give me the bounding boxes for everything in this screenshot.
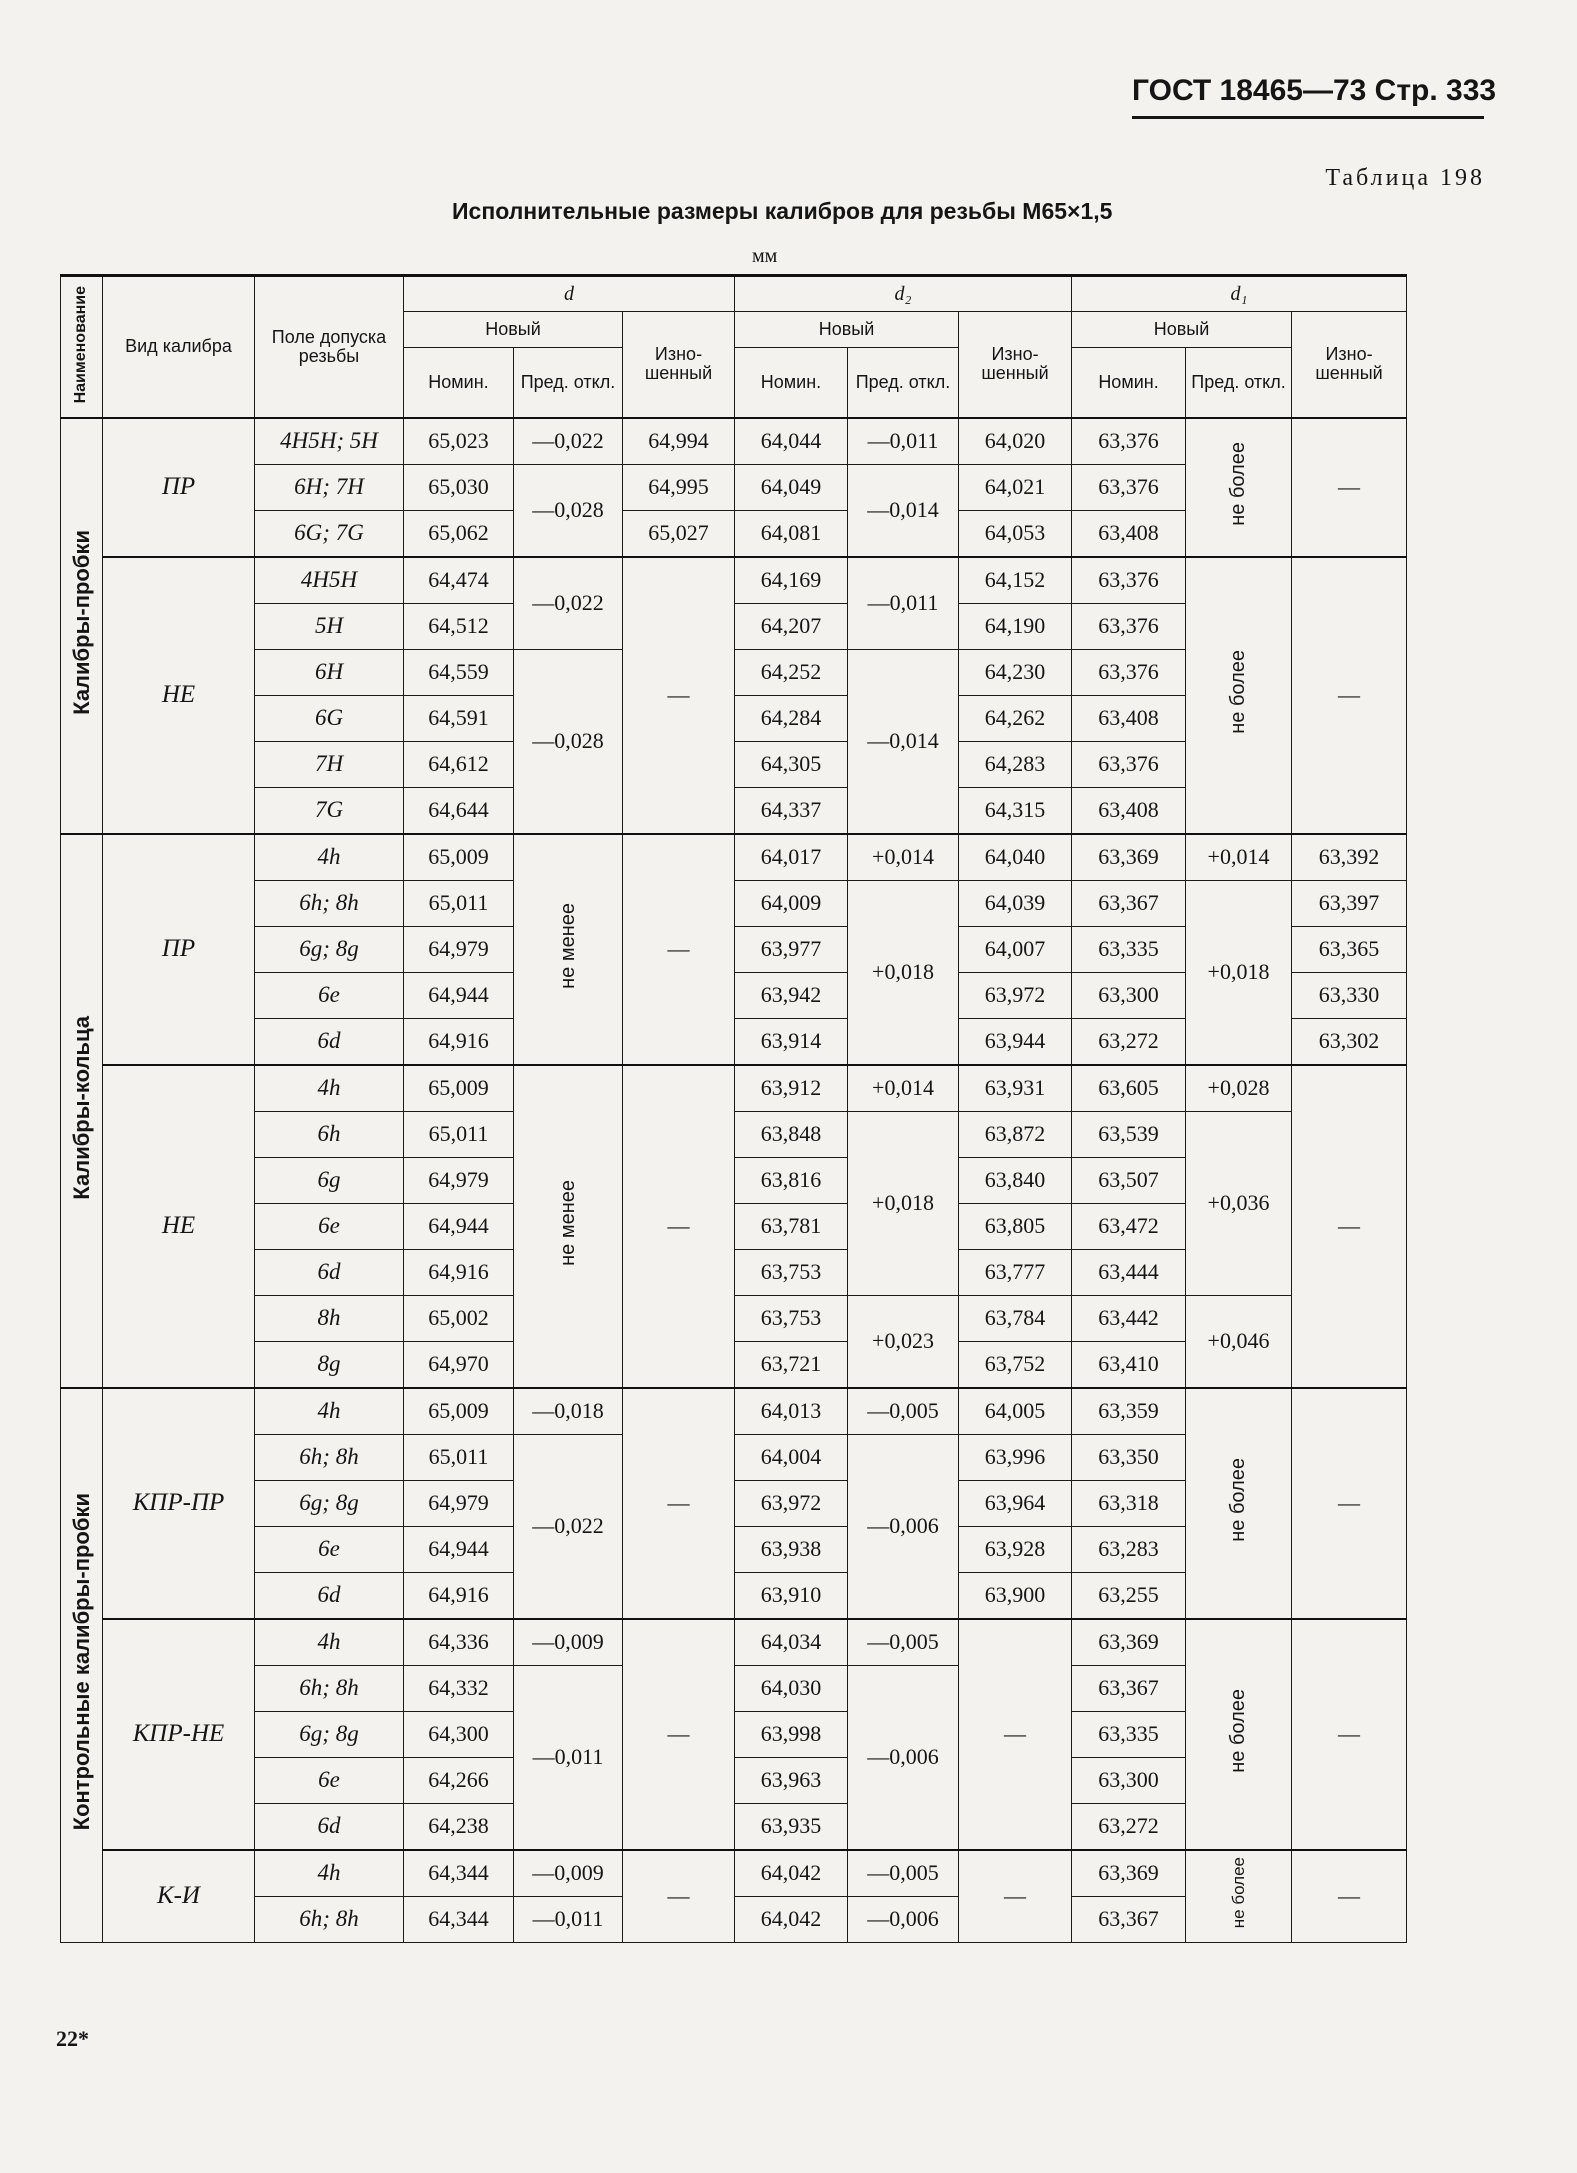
gost-reference: ГОСТ 18465—73 Стр. 333 xyxy=(1132,74,1484,119)
d1-worn: — xyxy=(1292,1850,1407,1943)
d2-nominal: 63,753 xyxy=(735,1295,848,1341)
d1-worn: 63,392 xyxy=(1292,834,1407,881)
d2-nominal: 64,030 xyxy=(735,1665,848,1711)
tolerance-field: 6h; 8h xyxy=(255,1665,404,1711)
d-worn: — xyxy=(623,1388,735,1619)
tolerance-field: 4h xyxy=(255,1388,404,1435)
d-nominal: 64,474 xyxy=(404,557,514,604)
d2-worn: 63,805 xyxy=(959,1203,1072,1249)
d2-worn: 63,931 xyxy=(959,1065,1072,1112)
gauge-type-label: КПР-НЕ xyxy=(103,1619,255,1850)
d1-deviation-note: не более xyxy=(1186,1850,1292,1943)
d-nominal: 64,238 xyxy=(404,1803,514,1850)
d-deviation: —0,028 xyxy=(514,464,623,557)
d1-nominal: 63,472 xyxy=(1072,1203,1186,1249)
d-nominal: 65,009 xyxy=(404,1065,514,1112)
d2-nominal: 64,252 xyxy=(735,649,848,695)
d2-worn: 64,283 xyxy=(959,741,1072,787)
d2-nominal: 64,049 xyxy=(735,464,848,510)
table-number: Таблица 198 xyxy=(1325,165,1485,191)
d1-deviation-note: не более xyxy=(1186,557,1292,834)
d-nominal: 64,266 xyxy=(404,1757,514,1803)
tolerance-field: 6e xyxy=(255,972,404,1018)
header-d1-nominal: Номин. xyxy=(1072,348,1186,418)
d1-nominal: 63,507 xyxy=(1072,1157,1186,1203)
d1-deviation: +0,018 xyxy=(1186,880,1292,1065)
d-deviation: —0,009 xyxy=(514,1850,623,1897)
d2-nominal: 63,935 xyxy=(735,1803,848,1850)
tolerance-field: 4H5H xyxy=(255,557,404,604)
d2-nominal: 63,963 xyxy=(735,1757,848,1803)
d1-nominal: 63,272 xyxy=(1072,1803,1186,1850)
d1-nominal: 63,369 xyxy=(1072,1619,1186,1666)
tolerance-field: 6g; 8g xyxy=(255,1480,404,1526)
d2-nominal: 64,081 xyxy=(735,510,848,557)
d2-nominal: 64,009 xyxy=(735,880,848,926)
d-nominal: 64,612 xyxy=(404,741,514,787)
d2-worn: 64,262 xyxy=(959,695,1072,741)
d1-worn: — xyxy=(1292,557,1407,834)
d2-nominal: 63,910 xyxy=(735,1572,848,1619)
d2-worn: 64,190 xyxy=(959,603,1072,649)
d1-nominal: 63,300 xyxy=(1072,1757,1186,1803)
d-nominal: 65,011 xyxy=(404,880,514,926)
d2-nominal: 63,721 xyxy=(735,1341,848,1388)
d2-worn: 64,315 xyxy=(959,787,1072,834)
tolerance-field: 7G xyxy=(255,787,404,834)
d2-worn: 64,230 xyxy=(959,649,1072,695)
gauge-type-label: НЕ xyxy=(103,1065,255,1388)
d-worn: — xyxy=(623,834,735,1065)
d2-nominal: 64,042 xyxy=(735,1850,848,1897)
d1-nominal: 63,408 xyxy=(1072,695,1186,741)
d2-nominal: 64,017 xyxy=(735,834,848,881)
d2-worn: 63,900 xyxy=(959,1572,1072,1619)
d-nominal: 64,644 xyxy=(404,787,514,834)
d-nominal: 64,979 xyxy=(404,1157,514,1203)
d2-worn: 64,039 xyxy=(959,880,1072,926)
tolerance-field: 6d xyxy=(255,1018,404,1065)
d-nominal: 64,559 xyxy=(404,649,514,695)
gauge-type-label: ПР xyxy=(103,834,255,1065)
d2-nominal: 63,912 xyxy=(735,1065,848,1112)
gauge-type-label: ПР xyxy=(103,418,255,557)
tolerance-field: 8h xyxy=(255,1295,404,1341)
d1-deviation: +0,036 xyxy=(1186,1111,1292,1295)
d2-nominal: 64,034 xyxy=(735,1619,848,1666)
d2-worn: 63,928 xyxy=(959,1526,1072,1572)
d2-deviation: —0,014 xyxy=(848,649,959,834)
tolerance-field: 6H xyxy=(255,649,404,695)
d-nominal: 65,011 xyxy=(404,1434,514,1480)
d1-nominal: 63,539 xyxy=(1072,1111,1186,1157)
category-control-plug-gauges: Контрольные калибры-пробки xyxy=(61,1388,103,1943)
d2-nominal: 63,998 xyxy=(735,1711,848,1757)
d-nominal: 65,030 xyxy=(404,464,514,510)
header-d2-deviation: Пред. откл. xyxy=(848,348,959,418)
d-nominal: 65,002 xyxy=(404,1295,514,1341)
d-deviation: —0,022 xyxy=(514,557,623,650)
d-nominal: 64,300 xyxy=(404,1711,514,1757)
d2-nominal: 63,816 xyxy=(735,1157,848,1203)
gauge-dimensions-table xyxy=(60,274,1514,1943)
tolerance-field: 6d xyxy=(255,1572,404,1619)
header-name: Наименование xyxy=(61,276,103,418)
d1-nominal: 63,335 xyxy=(1072,926,1186,972)
d-worn: — xyxy=(623,557,735,834)
d-nominal: 65,023 xyxy=(404,418,514,465)
d-worn: 64,995 xyxy=(623,464,735,510)
d1-nominal: 63,442 xyxy=(1072,1295,1186,1341)
d2-worn: — xyxy=(959,1850,1072,1943)
header-d1: d₁ xyxy=(1072,276,1407,312)
d1-nominal: 63,605 xyxy=(1072,1065,1186,1112)
tolerance-field: 4H5H; 5H xyxy=(255,418,404,465)
d2-deviation: +0,023 xyxy=(848,1295,959,1388)
d-nominal: 64,944 xyxy=(404,1526,514,1572)
d1-deviation-note: не более xyxy=(1186,1388,1292,1619)
tolerance-field: 6h xyxy=(255,1111,404,1157)
d1-worn: 63,365 xyxy=(1292,926,1407,972)
d-nominal: 65,009 xyxy=(404,1388,514,1435)
d-worn: — xyxy=(623,1065,735,1388)
d-nominal: 64,916 xyxy=(404,1018,514,1065)
d1-nominal: 63,376 xyxy=(1072,418,1186,465)
d1-worn: 63,397 xyxy=(1292,880,1407,926)
d2-worn: 64,152 xyxy=(959,557,1072,604)
d-deviation: —0,009 xyxy=(514,1619,623,1666)
d2-nominal: 64,337 xyxy=(735,787,848,834)
header-d2-worn: Изно-шенный xyxy=(959,312,1072,418)
d-nominal: 64,591 xyxy=(404,695,514,741)
tolerance-field: 5H xyxy=(255,603,404,649)
d2-nominal: 63,972 xyxy=(735,1480,848,1526)
d-nominal: 64,979 xyxy=(404,1480,514,1526)
d1-nominal: 63,255 xyxy=(1072,1572,1186,1619)
d2-worn: 63,944 xyxy=(959,1018,1072,1065)
d1-worn: — xyxy=(1292,418,1407,557)
d-nominal: 64,512 xyxy=(404,603,514,649)
d2-nominal: 64,169 xyxy=(735,557,848,604)
d2-worn: 64,053 xyxy=(959,510,1072,557)
d1-nominal: 63,318 xyxy=(1072,1480,1186,1526)
d1-nominal: 63,376 xyxy=(1072,649,1186,695)
d2-deviation: +0,014 xyxy=(848,834,959,881)
d2-deviation: +0,018 xyxy=(848,1111,959,1295)
d1-nominal: 63,408 xyxy=(1072,510,1186,557)
unit-label: мм xyxy=(752,245,778,267)
d1-deviation-note: не более xyxy=(1186,418,1292,557)
d2-worn: 64,020 xyxy=(959,418,1072,465)
d1-worn: 63,302 xyxy=(1292,1018,1407,1065)
header-d: d xyxy=(404,276,735,312)
d-deviation: —0,028 xyxy=(514,649,623,834)
d1-deviation-note: не более xyxy=(1186,1619,1292,1850)
header-d2-nominal: Номин. xyxy=(735,348,848,418)
d1-nominal: 63,367 xyxy=(1072,1896,1186,1942)
d1-nominal: 63,376 xyxy=(1072,741,1186,787)
d1-nominal: 63,300 xyxy=(1072,972,1186,1018)
d2-deviation: —0,005 xyxy=(848,1619,959,1666)
d2-nominal: 64,207 xyxy=(735,603,848,649)
d2-worn: 63,840 xyxy=(959,1157,1072,1203)
d2-deviation: —0,006 xyxy=(848,1665,959,1850)
d2-worn: 63,752 xyxy=(959,1341,1072,1388)
header-d-nominal: Номин. xyxy=(404,348,514,418)
tolerance-field: 4h xyxy=(255,1065,404,1112)
category-plug-gauges: Калибры-пробки xyxy=(61,418,103,834)
d-deviation: —0,011 xyxy=(514,1665,623,1850)
header-d2: d₂ xyxy=(735,276,1072,312)
header-d-new: Новый xyxy=(404,312,623,348)
d2-worn: 64,021 xyxy=(959,464,1072,510)
d2-nominal: 64,305 xyxy=(735,741,848,787)
d-nominal: 65,011 xyxy=(404,1111,514,1157)
page-marker: 22* xyxy=(56,2026,89,2051)
header-d1-deviation: Пред. откл. xyxy=(1186,348,1292,418)
tolerance-field: 6G; 7G xyxy=(255,510,404,557)
table-title: Исполнительные размеры калибров для резьбы М65×1,5 xyxy=(452,198,1113,224)
d1-nominal: 63,272 xyxy=(1072,1018,1186,1065)
header-d1-worn: Изно-шенный xyxy=(1292,312,1407,418)
d2-worn: 63,972 xyxy=(959,972,1072,1018)
d-deviation: —0,022 xyxy=(514,418,623,465)
d2-deviation: —0,006 xyxy=(848,1896,959,1942)
header-gauge-type: Вид калибра xyxy=(103,276,255,418)
tolerance-field: 6d xyxy=(255,1249,404,1295)
d-worn: 65,027 xyxy=(623,510,735,557)
header-d-worn: Изно-шенный xyxy=(623,312,735,418)
tolerance-field: 6h; 8h xyxy=(255,1896,404,1942)
tolerance-field: 6g; 8g xyxy=(255,1711,404,1757)
d-deviation: —0,018 xyxy=(514,1388,623,1435)
d2-worn: 64,007 xyxy=(959,926,1072,972)
tolerance-field: 7H xyxy=(255,741,404,787)
d-nominal: 64,332 xyxy=(404,1665,514,1711)
d2-worn: 63,996 xyxy=(959,1434,1072,1480)
tolerance-field: 6h; 8h xyxy=(255,1434,404,1480)
d-nominal: 65,009 xyxy=(404,834,514,881)
d2-nominal: 64,044 xyxy=(735,418,848,465)
d-nominal: 64,344 xyxy=(404,1896,514,1942)
d1-nominal: 63,367 xyxy=(1072,1665,1186,1711)
d2-nominal: 63,781 xyxy=(735,1203,848,1249)
d1-nominal: 63,335 xyxy=(1072,1711,1186,1757)
d1-nominal: 63,359 xyxy=(1072,1388,1186,1435)
gauge-type-label: К-И xyxy=(103,1850,255,1943)
tolerance-field: 6h; 8h xyxy=(255,880,404,926)
d2-nominal: 64,284 xyxy=(735,695,848,741)
d2-nominal: 63,848 xyxy=(735,1111,848,1157)
tolerance-field: 6G xyxy=(255,695,404,741)
d2-deviation: +0,018 xyxy=(848,880,959,1065)
gauge-type-label: НЕ xyxy=(103,557,255,834)
tolerance-field: 6g; 8g xyxy=(255,926,404,972)
header-d2-new: Новый xyxy=(735,312,959,348)
d1-worn: — xyxy=(1292,1619,1407,1850)
d2-nominal: 63,753 xyxy=(735,1249,848,1295)
d1-nominal: 63,369 xyxy=(1072,834,1186,881)
tolerance-field: 4h xyxy=(255,834,404,881)
d1-nominal: 63,410 xyxy=(1072,1341,1186,1388)
d-nominal: 64,916 xyxy=(404,1249,514,1295)
tolerance-field: 6e xyxy=(255,1526,404,1572)
d2-deviation: —0,006 xyxy=(848,1434,959,1619)
d2-deviation: —0,005 xyxy=(848,1388,959,1435)
d1-deviation: +0,046 xyxy=(1186,1295,1292,1388)
d1-nominal: 63,376 xyxy=(1072,464,1186,510)
d2-nominal: 64,013 xyxy=(735,1388,848,1435)
d-deviation: —0,022 xyxy=(514,1434,623,1619)
d2-worn: 63,777 xyxy=(959,1249,1072,1295)
d-nominal: 64,944 xyxy=(404,972,514,1018)
d2-worn: 64,040 xyxy=(959,834,1072,881)
d2-deviation: —0,011 xyxy=(848,557,959,650)
header-tolerance-field: Поле допуска резьбы xyxy=(255,276,404,418)
d-deviation-note: не менее xyxy=(514,834,623,1065)
d-nominal: 64,336 xyxy=(404,1619,514,1666)
d1-worn: — xyxy=(1292,1388,1407,1619)
d2-deviation: —0,014 xyxy=(848,464,959,557)
d2-worn: 63,872 xyxy=(959,1111,1072,1157)
d1-worn: — xyxy=(1292,1065,1407,1388)
d-worn: — xyxy=(623,1850,735,1943)
d1-nominal: 63,369 xyxy=(1072,1850,1186,1897)
d-worn: 64,994 xyxy=(623,418,735,465)
d2-deviation: —0,005 xyxy=(848,1850,959,1897)
d2-nominal: 63,977 xyxy=(735,926,848,972)
d-nominal: 64,344 xyxy=(404,1850,514,1897)
tolerance-field: 6d xyxy=(255,1803,404,1850)
tolerance-field: 6g xyxy=(255,1157,404,1203)
d2-deviation: +0,014 xyxy=(848,1065,959,1112)
d1-nominal: 63,444 xyxy=(1072,1249,1186,1295)
d1-deviation: +0,028 xyxy=(1186,1065,1292,1112)
tolerance-field: 4h xyxy=(255,1619,404,1666)
d1-nominal: 63,376 xyxy=(1072,557,1186,604)
d2-nominal: 63,938 xyxy=(735,1526,848,1572)
d-nominal: 64,970 xyxy=(404,1341,514,1388)
d1-nominal: 63,367 xyxy=(1072,880,1186,926)
d2-nominal: 64,004 xyxy=(735,1434,848,1480)
d-nominal: 65,062 xyxy=(404,510,514,557)
d1-nominal: 63,408 xyxy=(1072,787,1186,834)
d1-nominal: 63,350 xyxy=(1072,1434,1186,1480)
d1-nominal: 63,376 xyxy=(1072,603,1186,649)
d-deviation-note: не менее xyxy=(514,1065,623,1388)
tolerance-field: 8g xyxy=(255,1341,404,1388)
d2-worn: 63,964 xyxy=(959,1480,1072,1526)
d1-worn: 63,330 xyxy=(1292,972,1407,1018)
d-nominal: 64,979 xyxy=(404,926,514,972)
d-worn: — xyxy=(623,1619,735,1850)
d-deviation: —0,011 xyxy=(514,1896,623,1942)
d-nominal: 64,916 xyxy=(404,1572,514,1619)
d2-nominal: 63,914 xyxy=(735,1018,848,1065)
d2-nominal: 63,942 xyxy=(735,972,848,1018)
tolerance-field: 6e xyxy=(255,1203,404,1249)
d2-nominal: 64,042 xyxy=(735,1896,848,1942)
header-d1-new: Новый xyxy=(1072,312,1292,348)
d-nominal: 64,944 xyxy=(404,1203,514,1249)
tolerance-field: 6e xyxy=(255,1757,404,1803)
d2-worn: — xyxy=(959,1619,1072,1850)
d1-deviation: +0,014 xyxy=(1186,834,1292,881)
gauge-type-label: КПР-ПР xyxy=(103,1388,255,1619)
d1-nominal: 63,283 xyxy=(1072,1526,1186,1572)
header-d-deviation: Пред. откл. xyxy=(514,348,623,418)
tolerance-field: 6H; 7H xyxy=(255,464,404,510)
d2-worn: 63,784 xyxy=(959,1295,1072,1341)
tolerance-field: 4h xyxy=(255,1850,404,1897)
category-ring-gauges: Калибры-кольца xyxy=(61,834,103,1388)
d2-deviation: —0,011 xyxy=(848,418,959,465)
d2-worn: 64,005 xyxy=(959,1388,1072,1435)
